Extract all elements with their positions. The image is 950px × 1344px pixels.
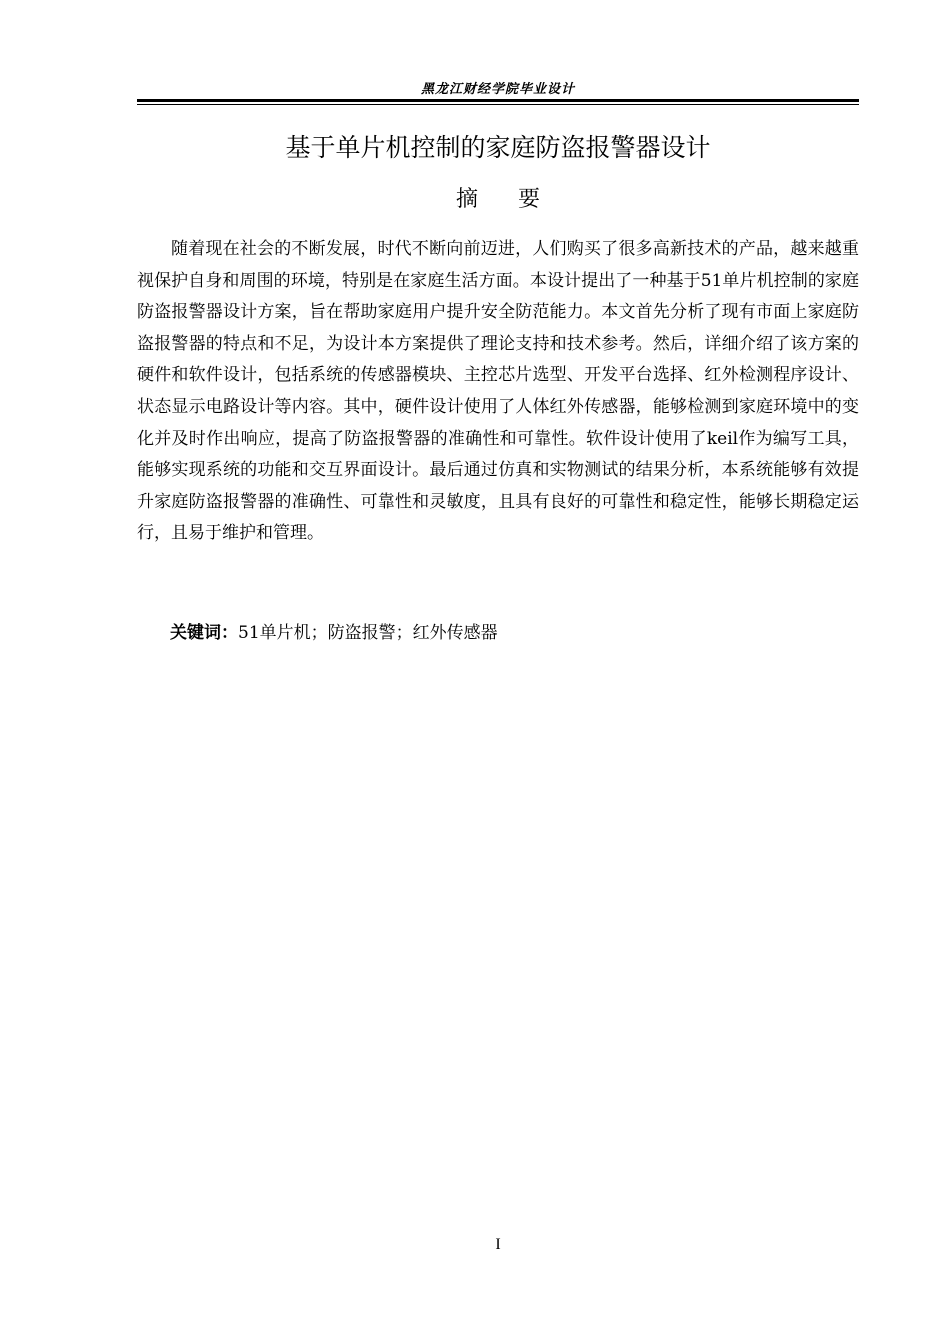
abstract-body: 随着现在社会的不断发展，时代不断向前迈进，人们购买了很多高新技术的产品，越来越重视保护自身和周围的环境，特别是在家庭生活方面。本设计提出了一种基于51单片机控制的家庭防盗报警器设计方案，旨在帮助家庭用户提升安全防范能力。本文首先分析了现有市面上家庭防盗报警器的特点和不足，为设计本方案提供了理论支持和技术参考。然后，详细介绍了该方案的硬件和软件设计，包括系统的传感器模块、主控芯片选型、开发平台选择、红外检测程序设计、状态显示电路设计等内容。其中，硬件设计使用了人体红外传感器，能够检测到家庭环境中的变化并及时作出响应，提高了防盗报警器的准确性和可靠性。软件设计使用了keil作为编写工具，能够实现系统的功能和交互界面设计。最后通过仿真和实物测试的结果分析，本系统能够有效提升家庭防盗报警器的准确性、可靠性和灵敏度，且具有良好的可靠性和稳定性，能够长期稳定运行，且易于维护和管理。	[137, 239, 859, 544]
document-title: 基于单片机控制的家庭防盗报警器设计	[285, 133, 711, 162]
header-rule-thick	[137, 99, 859, 102]
page-number: I	[495, 1236, 501, 1253]
abstract-heading: 摘要	[455, 187, 580, 212]
running-header: 黑龙江财经学院毕业设计	[420, 82, 575, 97]
keywords-line	[170, 618, 859, 649]
header-rule-thin	[137, 104, 859, 105]
keywords-label: 关键词：	[170, 623, 238, 643]
keywords-value: 51单片机；防盗报警；红外传感器	[238, 623, 498, 643]
